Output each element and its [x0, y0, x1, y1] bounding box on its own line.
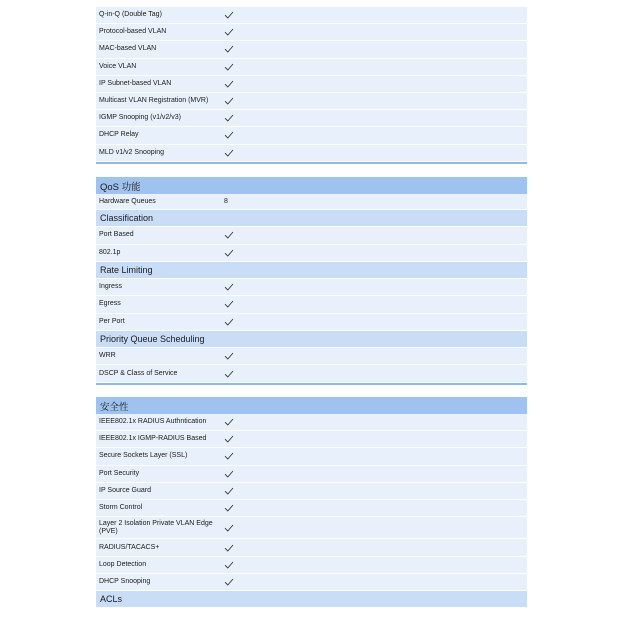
classification-rows — [96, 227, 527, 262]
row-value — [220, 561, 527, 569]
row-label: Port Based — [99, 231, 134, 239]
table-row — [96, 448, 527, 465]
row-value — [220, 249, 527, 257]
row-label: DHCP Snooping — [99, 577, 151, 585]
table-row — [96, 483, 527, 500]
checkmark-icon — [224, 231, 234, 239]
row-label: Q-in-Q (Double Tag) — [99, 11, 162, 19]
row-label: MAC-based VLAN — [99, 45, 157, 53]
checkmark-icon — [224, 28, 234, 36]
checkmark-icon — [224, 80, 234, 88]
row-value — [220, 504, 527, 512]
classification-header — [96, 210, 527, 227]
checkmark-icon — [224, 544, 234, 552]
table-row — [96, 539, 527, 556]
row-value — [220, 370, 527, 378]
checkmark-icon — [224, 418, 234, 426]
scheduling-title: Priority Queue Scheduling — [100, 333, 205, 344]
row-label: Egress — [99, 300, 121, 308]
checkmark-icon — [224, 300, 234, 308]
qos-table — [96, 177, 527, 385]
row-value — [220, 352, 527, 360]
row-value — [220, 11, 527, 19]
row-label: Secure Sockets Layer (SSL) — [99, 452, 188, 460]
row-value — [220, 487, 527, 495]
checkmark-icon — [224, 470, 234, 478]
row-label: Ingress — [99, 283, 122, 291]
row-label: IP Source Guard — [99, 486, 152, 494]
table-row — [96, 414, 527, 431]
table-row — [96, 365, 527, 383]
rate-limiting-rows — [96, 279, 527, 331]
classification-title: Classification — [100, 213, 154, 223]
row-label: IEEE802.1x RADIUS Authntication — [99, 418, 207, 426]
row-label: RADIUS/TACACS+ — [99, 543, 160, 551]
row-label: IEEE802.1x IGMP-RADIUS Based — [99, 435, 207, 443]
row-value — [220, 318, 527, 326]
row-label: Voice VLAN — [99, 62, 137, 70]
checkmark-icon — [224, 11, 234, 19]
row-label: Protocol-based VLAN — [99, 28, 167, 36]
row-value — [220, 452, 527, 460]
table-row — [96, 466, 527, 483]
checkmark-icon — [224, 487, 234, 495]
row-label: Port Security — [99, 469, 140, 477]
table-row — [96, 517, 527, 539]
checkmark-icon — [224, 524, 234, 532]
scheduling-header — [96, 331, 527, 348]
checkmark-icon — [224, 131, 234, 139]
table-row — [96, 314, 527, 331]
row-label: Per Port — [99, 317, 125, 325]
section-divider — [96, 162, 527, 164]
qos-title: QoS 功能 — [100, 181, 141, 193]
row-label: Layer 2 Isolation Private VLAN Edge (PVE) — [99, 519, 213, 535]
vlan-rows — [96, 7, 527, 162]
table-row — [96, 59, 527, 76]
row-value — [220, 283, 527, 291]
row-label: Storm Control — [99, 504, 143, 512]
table-row — [96, 145, 527, 162]
table-row — [96, 245, 527, 263]
checkmark-icon — [224, 504, 234, 512]
table-row — [96, 431, 527, 448]
rate-limiting-header — [96, 262, 527, 279]
table-row — [96, 227, 527, 245]
table-row — [96, 7, 527, 24]
checkmark-icon — [224, 97, 234, 105]
row-label: DHCP Relay — [99, 131, 139, 139]
row-value — [220, 97, 527, 105]
section-divider — [96, 383, 527, 385]
row-label: 802.1p — [99, 248, 121, 256]
row-label: IP Subnet-based VLAN — [99, 79, 172, 87]
table-row — [96, 557, 527, 574]
row-value — [220, 80, 527, 88]
row-value — [220, 524, 527, 532]
checkmark-icon — [224, 435, 234, 443]
checkmark-icon — [224, 452, 234, 460]
row-value — [220, 114, 527, 122]
row-value — [220, 231, 527, 239]
qos-header — [96, 177, 527, 194]
row-value — [220, 300, 527, 308]
row-label: Loop Detection — [99, 560, 147, 568]
table-row — [96, 127, 527, 144]
acls-title: ACLs — [100, 594, 123, 605]
security-table — [96, 397, 527, 608]
row-value — [220, 63, 527, 71]
checkmark-icon — [224, 249, 234, 257]
checkmark-icon — [224, 63, 234, 71]
row-value — [220, 418, 527, 426]
row-value — [220, 131, 527, 139]
checkmark-icon — [224, 318, 234, 326]
row-value — [220, 28, 527, 36]
row-label: MLD v1/v2 Snooping — [99, 148, 164, 156]
acls-header — [96, 591, 527, 608]
table-row — [96, 76, 527, 93]
table-row — [96, 348, 527, 366]
checkmark-icon — [224, 114, 234, 122]
checkmark-icon — [224, 283, 234, 291]
table-row — [96, 24, 527, 41]
checkmark-icon — [224, 45, 234, 53]
checkmark-icon — [224, 578, 234, 586]
row-label: IGMP Snooping (v1/v2/v3) — [99, 114, 181, 122]
scheduling-rows — [96, 348, 527, 383]
row-value — [220, 45, 527, 53]
row-label: DSCP & Class of Service — [99, 369, 178, 377]
table-row — [96, 279, 527, 296]
hardware-queues-value: 8 — [224, 198, 228, 205]
row-value — [220, 435, 527, 443]
row-value — [220, 544, 527, 552]
checkmark-icon — [224, 149, 234, 157]
table-row — [96, 110, 527, 127]
security-header — [96, 397, 527, 414]
row-label: WRR — [99, 352, 116, 360]
row-value — [220, 470, 527, 478]
checkmark-icon — [224, 561, 234, 569]
table-row — [96, 93, 527, 110]
security-title: 安全性 — [100, 401, 129, 413]
table-row — [96, 500, 527, 517]
row-value — [220, 149, 527, 157]
hardware-queues-label: Hardware Queues — [99, 197, 156, 205]
row-label: Multicast VLAN Registration (MVR) — [99, 97, 209, 105]
hardware-queues-row — [96, 194, 527, 210]
table-row — [96, 574, 527, 591]
table-row — [96, 41, 527, 58]
security-rows — [96, 414, 527, 591]
checkmark-icon — [224, 352, 234, 360]
checkmark-icon — [224, 370, 234, 378]
vlan-table — [96, 7, 527, 164]
row-value — [220, 578, 527, 586]
rate-limiting-title: Rate Limiting — [100, 265, 153, 275]
table-row — [96, 296, 527, 313]
